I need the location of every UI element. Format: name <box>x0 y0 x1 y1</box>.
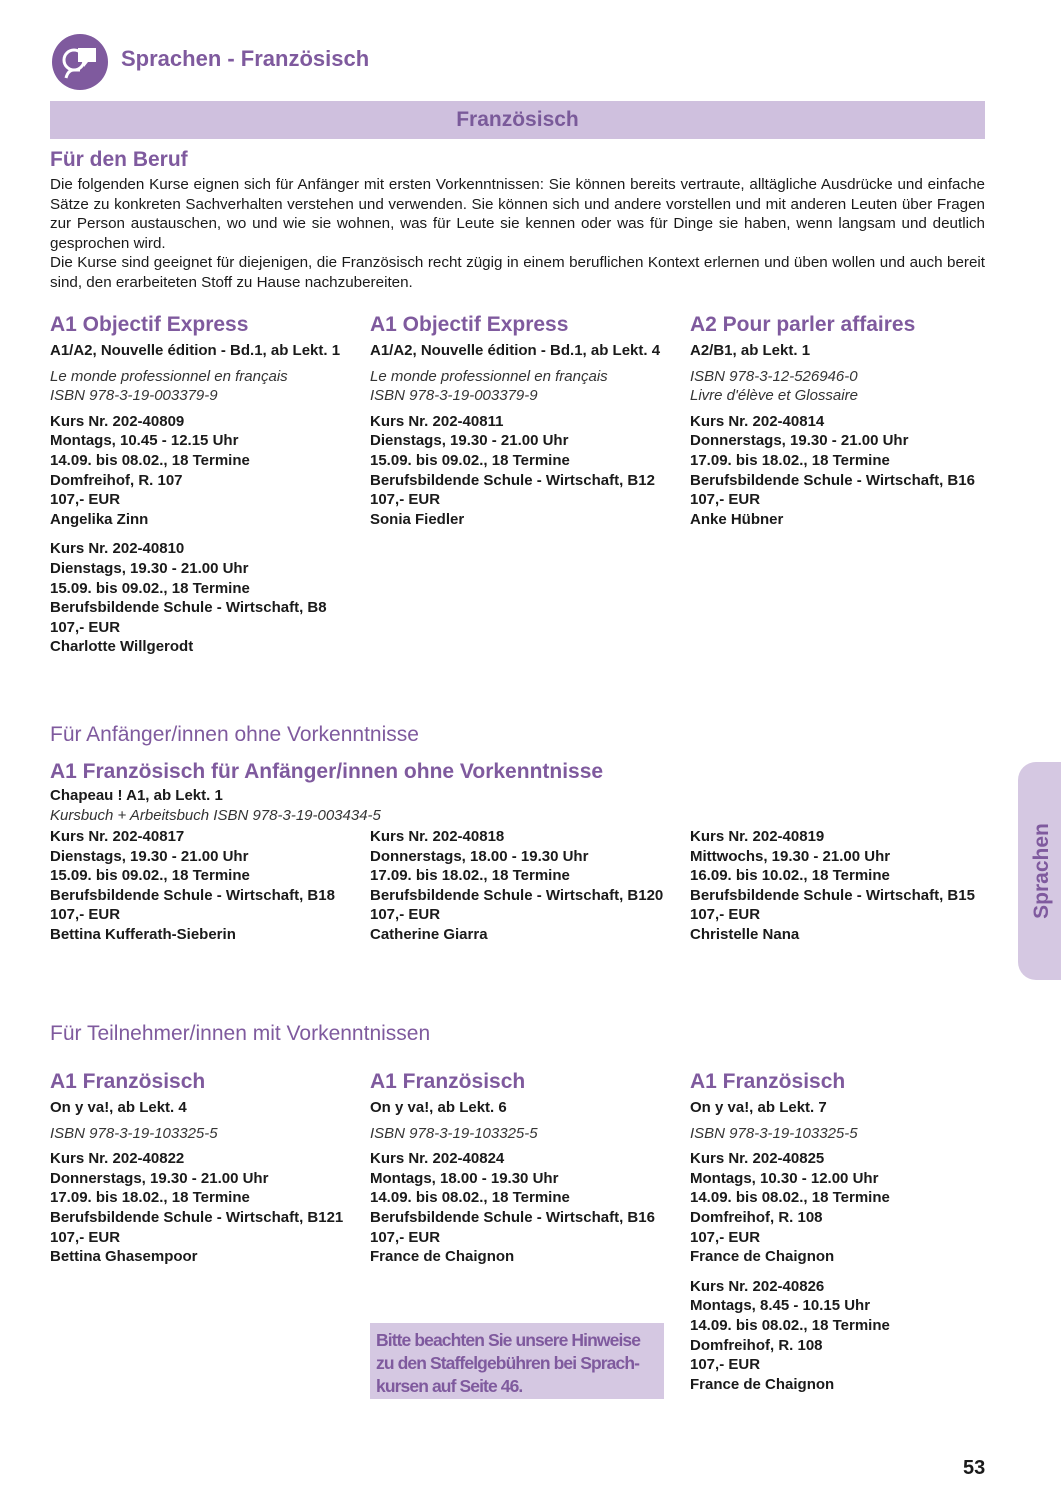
course-line: 17.09. bis 18.02., 18 Termine <box>50 1189 250 1207</box>
course-column <box>370 311 680 529</box>
course-title: A1 Französisch <box>690 1070 846 1093</box>
course-line: 107,- EUR <box>50 491 121 509</box>
course-line: 17.09. bis 18.02., 18 Termine <box>370 867 570 885</box>
course-block <box>690 412 1000 530</box>
course-line: Kurs Nr. 202-40818 <box>370 828 505 845</box>
course-line: 107,- EUR <box>50 906 121 924</box>
beruf-heading: Für den Beruf <box>50 148 188 171</box>
course-line: 17.09. bis 18.02., 18 Termine <box>690 451 890 469</box>
course-column <box>50 827 360 945</box>
course-block <box>690 827 1000 945</box>
course-subtitle: A1/A2, Nouvelle édition - Bd.1, ab Lekt. 1 <box>50 342 341 359</box>
course-title: A1 Französisch <box>50 1070 206 1093</box>
course-line: 15.09. bis 09.02., 18 Termine <box>50 579 250 597</box>
book-line: ISBN 978-3-19-103325-5 <box>690 1124 858 1142</box>
course-line: Berufsbildende Schule - Wirtschaft, B12 <box>370 471 655 489</box>
book-line: Le monde professionnel en français <box>370 367 608 385</box>
course-line: Montags, 18.00 - 19.30 Uhr <box>370 1169 559 1187</box>
course-line: Berufsbildende Schule - Wirtschaft, B16 <box>690 471 975 489</box>
course-line: 15.09. bis 09.02., 18 Termine <box>370 451 570 469</box>
book-line: ISBN 978-3-19-003379-9 <box>370 387 538 405</box>
book-line: ISBN 978-3-12-526946-0 <box>690 367 858 385</box>
course-line: Bettina Ghasempoor <box>50 1248 198 1266</box>
course-line: 107,- EUR <box>50 1228 121 1246</box>
course-line: 107,- EUR <box>690 491 761 509</box>
course-line: 107,- EUR <box>690 1228 761 1246</box>
course-block <box>50 539 360 657</box>
course-line: Kurs Nr. 202-40811 <box>370 412 504 430</box>
course-title: A1 Objectif Express <box>50 313 249 336</box>
course-line: Kurs Nr. 202-40817 <box>50 828 185 845</box>
course-column <box>690 1068 1000 1394</box>
course-column <box>370 827 680 945</box>
course-line: 14.09. bis 08.02., 18 Termine <box>690 1316 890 1334</box>
course-line: France de Chaignon <box>690 1248 835 1266</box>
page-title: Sprachen - Französisch <box>121 46 370 71</box>
course-line: Berufsbildende Schule - Wirtschaft, B120 <box>370 886 664 904</box>
course-subtitle: A2/B1, ab Lekt. 1 <box>690 342 811 359</box>
course-subtitle: On y va!, ab Lekt. 6 <box>370 1099 507 1116</box>
course-block <box>50 827 360 945</box>
course-line: Domfreihof, R. 107 <box>50 471 183 489</box>
course-book-info <box>370 367 680 406</box>
course-line: Kurs Nr. 202-40819 <box>690 828 825 845</box>
anfaenger-heading: Für Anfänger/innen ohne Vorkenntnisse <box>50 723 419 746</box>
book-line: ISBN 978-3-19-103325-5 <box>370 1124 538 1142</box>
course-line: 107,- EUR <box>690 1356 761 1374</box>
course-line: Kurs Nr. 202-40809 <box>50 412 185 430</box>
course-line: 107,- EUR <box>690 906 761 924</box>
course-line: 107,- EUR <box>370 1228 441 1246</box>
course-column <box>690 827 1000 945</box>
course-column <box>690 311 1000 529</box>
course-line: Montags, 10.45 - 12.15 Uhr <box>50 432 239 450</box>
course-book-info <box>690 367 1000 406</box>
course-line: Kurs Nr. 202-40810 <box>50 540 185 558</box>
course-line: 14.09. bis 08.02., 18 Termine <box>50 451 250 469</box>
intro-paragraph: Die folgenden Kurse eignen sich für Anfänger mit ersten Vorkenntnissen: Sie können bereits vertraute, alltägliche Ausdrücke und einfache Sätze zu konkreten Sachverhalten verstehen und verwenden. Sie können sich und andere vorstellen und mit anderen Leuten über Fragen zur Person austauschen, wo und wie sie wohnen, was für Leute sie kennen oder was für Dinge sie haben, wenn langsam und deutlich gesprochen wird. <box>50 176 985 252</box>
course-line: Bettina Kufferath-Sieberin <box>50 925 236 943</box>
anfaenger-info <box>50 786 650 825</box>
course-title: A1 Französisch <box>370 1070 526 1093</box>
course-subtitle: A1/A2, Nouvelle édition - Bd.1, ab Lekt. 4 <box>370 342 661 359</box>
course-line: Christelle Nana <box>690 925 800 943</box>
course-line: Dienstags, 19.30 - 21.00 Uhr <box>370 432 569 450</box>
course-line: Berufsbildende Schule - Wirtschaft, B121 <box>50 1208 344 1226</box>
course-block <box>50 1149 360 1267</box>
course-line: Dienstags, 19.30 - 21.00 Uhr <box>50 847 249 865</box>
course-line: Charlotte Willgerodt <box>50 638 194 656</box>
course-block <box>50 412 360 530</box>
course-line: Montags, 10.30 - 12.00 Uhr <box>690 1169 879 1187</box>
anfaenger-subtitle: Chapeau ! A1, ab Lekt. 1 <box>50 787 223 804</box>
course-line: Donnerstags, 19.30 - 21.00 Uhr <box>690 432 909 450</box>
notice-line: Bitte beachten Sie unsere Hinweise <box>376 1330 641 1350</box>
intro-paragraph: Die Kurse sind geeignet für diejenigen, die Französisch recht zügig in einem beruflichen Kontext erlernen und üben wollen und auch bereit sind, den erarbeiteten Stoff zu Hause nachzubereiten. <box>50 254 985 291</box>
course-column <box>50 311 360 657</box>
course-line: Dienstags, 19.30 - 21.00 Uhr <box>50 559 249 577</box>
course-column <box>370 1068 680 1267</box>
course-block <box>370 412 680 530</box>
course-line: Kurs Nr. 202-40824 <box>370 1150 505 1168</box>
course-book-info <box>690 1124 1000 1144</box>
book-line: ISBN 978-3-19-003379-9 <box>50 387 218 405</box>
course-line: Kurs Nr. 202-40814 <box>690 412 825 430</box>
anfaenger-title: A1 Französisch für Anfänger/innen ohne Vorkenntnisse <box>50 760 604 783</box>
course-line: Kurs Nr. 202-40825 <box>690 1150 825 1168</box>
course-line: Sonia Fiedler <box>370 510 465 528</box>
course-block <box>370 1149 680 1267</box>
course-block <box>690 1149 1000 1267</box>
course-subtitle: On y va!, ab Lekt. 7 <box>690 1099 827 1116</box>
course-line: 15.09. bis 09.02., 18 Termine <box>50 867 250 885</box>
page-number: 53 <box>963 1457 986 1479</box>
course-line: 16.09. bis 10.02., 18 Termine <box>690 867 890 885</box>
course-line: Berufsbildende Schule - Wirtschaft, B18 <box>50 886 335 904</box>
course-book-info <box>370 1124 680 1144</box>
course-line: Domfreihof, R. 108 <box>690 1336 823 1354</box>
course-line: Catherine Giarra <box>370 925 488 943</box>
course-line: Kurs Nr. 202-40822 <box>50 1150 185 1168</box>
course-line: Berufsbildende Schule - Wirtschaft, B15 <box>690 886 975 904</box>
course-block <box>690 1277 1000 1395</box>
course-line: Angelika Zinn <box>50 510 149 528</box>
course-title: A1 Objectif Express <box>370 313 569 336</box>
course-line: France de Chaignon <box>690 1375 835 1393</box>
course-title: A2 Pour parler affaires <box>690 313 916 336</box>
book-line: Le monde professionnel en français <box>50 367 288 385</box>
course-line: France de Chaignon <box>370 1248 515 1266</box>
course-column <box>50 1068 360 1267</box>
vorkenntnisse-heading: Für Teilnehmer/innen mit Vorkenntnissen <box>50 1022 431 1045</box>
fee-notice <box>370 1323 664 1399</box>
notice-line: kursen auf Seite 46. <box>376 1376 523 1396</box>
course-line: 14.09. bis 08.02., 18 Termine <box>370 1189 570 1207</box>
course-subtitle: On y va!, ab Lekt. 4 <box>50 1099 187 1116</box>
course-line: 107,- EUR <box>370 491 441 509</box>
side-tab-label: Sprachen <box>1030 823 1053 919</box>
beruf-intro <box>50 175 985 293</box>
course-line: Domfreihof, R. 108 <box>690 1208 823 1226</box>
course-line: 107,- EUR <box>370 906 441 924</box>
course-line: Kurs Nr. 202-40826 <box>690 1277 825 1295</box>
course-line: Berufsbildende Schule - Wirtschaft, B8 <box>50 599 327 617</box>
book-line: Livre d'élève et Glossaire <box>690 387 858 405</box>
course-line: Berufsbildende Schule - Wirtschaft, B16 <box>370 1208 655 1226</box>
course-line: Anke Hübner <box>690 510 784 528</box>
course-line: 14.09. bis 08.02., 18 Termine <box>690 1189 890 1207</box>
course-line: 107,- EUR <box>50 618 121 636</box>
notice-line: zu den Staffelgebühren bei Sprach- <box>376 1353 640 1373</box>
course-block <box>370 827 680 945</box>
course-line: Mittwochs, 19.30 - 21.00 Uhr <box>690 847 891 865</box>
course-book-info <box>50 367 360 406</box>
anfaenger-isbn: Kursbuch + Arbeitsbuch ISBN 978-3-19-003434-5 <box>50 806 381 824</box>
course-line: Montags, 8.45 - 10.15 Uhr <box>690 1297 871 1315</box>
course-book-info <box>50 1124 360 1144</box>
section-banner: Französisch <box>50 101 985 139</box>
book-line: ISBN 978-3-19-103325-5 <box>50 1124 218 1142</box>
course-line: Donnerstags, 18.00 - 19.30 Uhr <box>370 847 589 865</box>
course-line: Donnerstags, 19.30 - 21.00 Uhr <box>50 1169 269 1187</box>
speech-head-icon <box>52 34 108 90</box>
